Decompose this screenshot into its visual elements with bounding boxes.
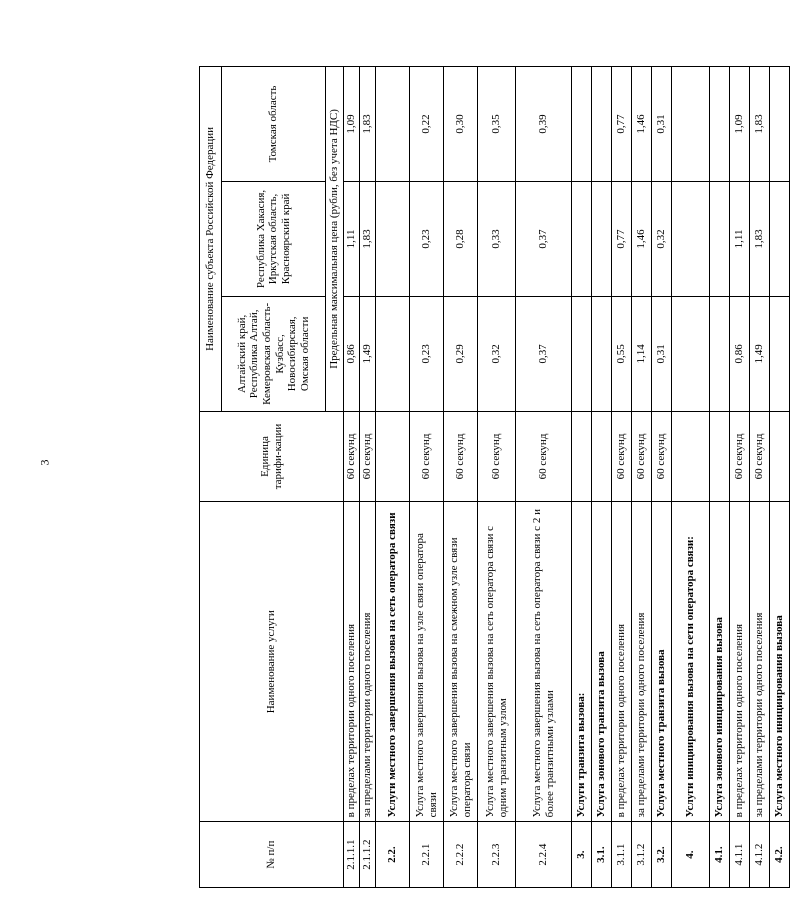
row-unit: 60 секунд <box>750 411 770 501</box>
row-price-region-3: 0,77 <box>612 67 632 182</box>
row-number: 3.1.2 <box>632 822 652 888</box>
row-price-region-3: 0,22 <box>410 67 444 182</box>
row-service-name: за пределами территории одного поселения <box>360 502 376 822</box>
table-row <box>612 67 632 888</box>
row-number: 2.1.1.1 <box>344 822 360 888</box>
row-number: 3.2. <box>652 822 672 888</box>
row-price-region-2: 1,46 <box>632 181 652 296</box>
row-price-region-1: 0,29 <box>444 296 478 411</box>
row-service-name: Услуга зонового транзита вызова <box>592 502 612 822</box>
row-price-region-2: 1,11 <box>344 181 360 296</box>
row-unit: 60 секунд <box>652 411 672 501</box>
row-price-region-2: 0,23 <box>410 181 444 296</box>
row-unit: 60 секунд <box>612 411 632 501</box>
row-price-region-3: 1,46 <box>632 67 652 182</box>
table-row <box>516 67 572 888</box>
row-price-region-1 <box>376 296 410 411</box>
row-unit: 60 секунд <box>730 411 750 501</box>
row-price-region-1 <box>592 296 612 411</box>
row-number: 4. <box>672 822 710 888</box>
row-price-region-2 <box>592 181 612 296</box>
row-service-name: Услуга местного транзита вызова <box>652 502 672 822</box>
row-price-region-1: 1,49 <box>750 296 770 411</box>
row-service-name: в пределах территории одного поселения <box>344 502 360 822</box>
page-number: 3 <box>37 459 52 466</box>
row-price-region-2: 0,32 <box>652 181 672 296</box>
row-price-region-2: 1,83 <box>750 181 770 296</box>
row-unit: 60 секунд <box>344 411 360 501</box>
row-unit <box>710 411 730 501</box>
row-service-name: Услуга зонового инициирования вызова <box>710 502 730 822</box>
row-number: 4.1.2 <box>750 822 770 888</box>
table-row <box>652 67 672 888</box>
header-region-group: Наименование субъекта Российской Федерации <box>200 67 222 412</box>
row-price-region-1: 0,32 <box>478 296 516 411</box>
row-unit: 60 секунд <box>478 411 516 501</box>
header-unit: Единица тарифи-кации <box>200 411 344 501</box>
row-unit <box>770 411 790 501</box>
row-unit <box>572 411 592 501</box>
row-service-name: Услуга местного завершения вызова на узле связи оператора связи <box>410 502 444 822</box>
row-number: 2.2.3 <box>478 822 516 888</box>
row-price-region-3: 1,09 <box>730 67 750 182</box>
row-price-region-3: 0,30 <box>444 67 478 182</box>
table-row <box>360 67 376 888</box>
table-row <box>730 67 750 888</box>
table-row <box>376 67 410 888</box>
row-service-name: Услуга местного инициирования вызова <box>770 502 790 822</box>
row-unit: 60 секунд <box>410 411 444 501</box>
row-price-region-2: 0,33 <box>478 181 516 296</box>
row-price-region-2: 1,11 <box>730 181 750 296</box>
row-number: 2.2.1 <box>410 822 444 888</box>
row-price-region-1: 1,14 <box>632 296 652 411</box>
row-price-region-3: 1,83 <box>360 67 376 182</box>
row-service-name: Услуга местного завершения вызова на сеть оператора связи с 2 и более транзитными узлами <box>516 502 572 822</box>
row-unit: 60 секунд <box>360 411 376 501</box>
row-price-region-2: 0,77 <box>612 181 632 296</box>
row-unit: 60 секунд <box>444 411 478 501</box>
header-number: № п/п <box>200 822 344 888</box>
row-price-region-3 <box>592 67 612 182</box>
row-price-region-3 <box>572 67 592 182</box>
row-service-name: за пределами территории одного поселения <box>632 502 652 822</box>
row-number: 4.1.1 <box>730 822 750 888</box>
row-price-region-2 <box>770 181 790 296</box>
table-row <box>750 67 770 888</box>
row-price-region-1 <box>770 296 790 411</box>
row-price-region-2: 0,37 <box>516 181 572 296</box>
row-unit <box>376 411 410 501</box>
row-price-region-2 <box>672 181 710 296</box>
table-row <box>770 67 790 888</box>
table-row <box>344 67 360 888</box>
row-service-name: за пределами территории одного поселения <box>750 502 770 822</box>
table-row <box>672 67 710 888</box>
header-region-1: Алтайский край, Республика Алтай, Кемеровская область-Кузбасс, Новосибирская, Омская области <box>222 296 326 411</box>
table-row <box>592 67 612 888</box>
row-number: 2.1.1.2 <box>360 822 376 888</box>
row-service-name: в пределах территории одного поселения <box>730 502 750 822</box>
row-price-region-1: 0,55 <box>612 296 632 411</box>
table-row <box>444 67 478 888</box>
row-service-name: Услуги инициирования вызова на сети оператора связи: <box>672 502 710 822</box>
row-price-region-3 <box>672 67 710 182</box>
row-number: 2.2.2 <box>444 822 478 888</box>
row-unit <box>672 411 710 501</box>
row-service-name: Услуги местного завершения вызова на сеть оператора связи <box>376 502 410 822</box>
row-number: 3.1. <box>592 822 612 888</box>
row-price-region-1: 0,31 <box>652 296 672 411</box>
table-row <box>410 67 444 888</box>
row-price-region-2 <box>710 181 730 296</box>
row-price-region-1 <box>710 296 730 411</box>
row-price-region-2 <box>572 181 592 296</box>
row-service-name: Услуга местного завершения вызова на смежном узле связи оператора связи <box>444 502 478 822</box>
row-price-region-2: 1,83 <box>360 181 376 296</box>
row-price-region-3: 0,35 <box>478 67 516 182</box>
tariff-table <box>199 66 790 888</box>
table-row <box>710 67 730 888</box>
row-service-name: в пределах территории одного поселения <box>612 502 632 822</box>
row-price-region-2: 0,28 <box>444 181 478 296</box>
row-number: 4.2. <box>770 822 790 888</box>
row-price-region-3: 1,83 <box>750 67 770 182</box>
row-price-region-1: 0,23 <box>410 296 444 411</box>
row-price-region-1 <box>672 296 710 411</box>
row-number: 3.1.1 <box>612 822 632 888</box>
header-region-2: Республика Хакасия, Иркутская область, Красноярский край <box>222 181 326 296</box>
row-number: 2.2.4 <box>516 822 572 888</box>
row-price-region-1: 1,49 <box>360 296 376 411</box>
row-number: 4.1. <box>710 822 730 888</box>
header-price-note: Предельная максимальная цена (рубли, без учета НДС) <box>326 67 344 412</box>
header-service-name: Наименование услуги <box>200 502 344 822</box>
row-price-region-3 <box>710 67 730 182</box>
row-price-region-3 <box>770 67 790 182</box>
row-price-region-3: 0,39 <box>516 67 572 182</box>
row-price-region-3 <box>376 67 410 182</box>
row-price-region-1: 0,86 <box>344 296 360 411</box>
row-number: 3. <box>572 822 592 888</box>
row-unit: 60 секунд <box>632 411 652 501</box>
row-price-region-1: 0,86 <box>730 296 750 411</box>
row-price-region-1 <box>572 296 592 411</box>
rotated-table-container <box>199 66 786 888</box>
table-row <box>478 67 516 888</box>
row-number: 2.2. <box>376 822 410 888</box>
row-price-region-3: 1,09 <box>344 67 360 182</box>
row-price-region-1: 0,37 <box>516 296 572 411</box>
row-unit <box>592 411 612 501</box>
table-row <box>632 67 652 888</box>
row-price-region-3: 0,31 <box>652 67 672 182</box>
row-unit: 60 секунд <box>516 411 572 501</box>
table-body <box>344 67 790 888</box>
row-price-region-2 <box>376 181 410 296</box>
row-service-name: Услуги транзита вызова: <box>572 502 592 822</box>
row-service-name: Услуга местного завершения вызова на сеть оператора связи с одним транзитным узлом <box>478 502 516 822</box>
table-row <box>572 67 592 888</box>
header-region-3: Томская область <box>222 67 326 182</box>
